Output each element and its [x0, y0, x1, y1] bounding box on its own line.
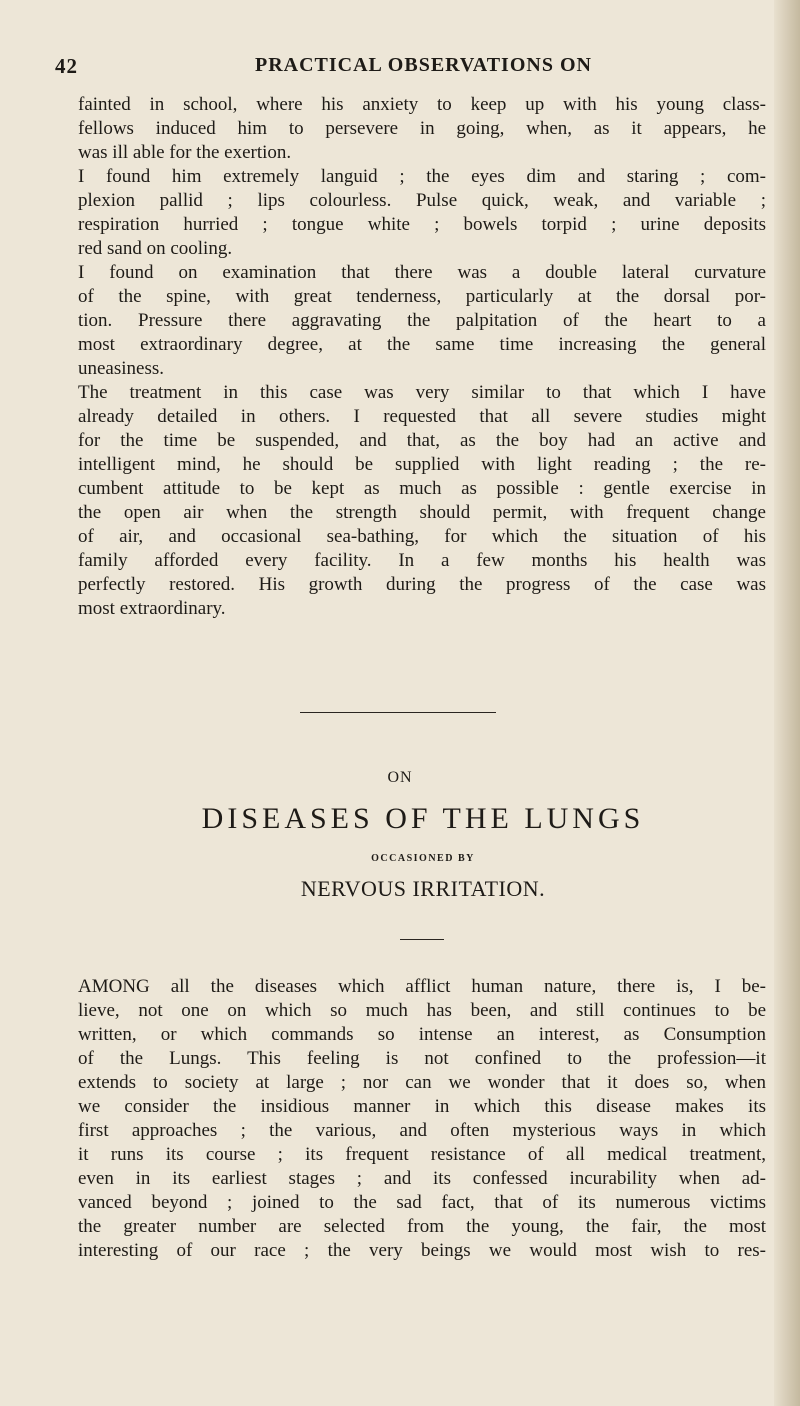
- text-line: family afforded every facility. In a few months his health was: [78, 550, 766, 571]
- text-line: intelligent mind, he should be supplied with light reading ; the re-: [78, 454, 766, 475]
- text-line: I found on examination that there was a double lateral curvature: [78, 262, 766, 283]
- text-line: The treatment in this case was very similar to that which I have: [78, 382, 766, 403]
- text-line: was ill able for the exertion.: [78, 142, 292, 163]
- text-line: we consider the insidious manner in which this disease makes its: [78, 1096, 766, 1117]
- text-line: plexion pallid ; lips colourless. Pulse quick, weak, and variable ;: [78, 190, 766, 211]
- text-line: the greater number are selected from the young, the fair, the most: [78, 1216, 766, 1237]
- text-line: extends to society at large ; nor can we wonder that it does so, when: [78, 1072, 766, 1093]
- body-text: [78, 93, 766, 621]
- page-header: [55, 54, 770, 84]
- text-line: even in its earliest stages ; and its confessed incurability when ad-: [78, 1168, 766, 1189]
- text-line: fellows induced him to persevere in going, when, as it appears, he: [78, 118, 766, 139]
- text-line: the open air when the strength should permit, with frequent change: [78, 502, 766, 523]
- text-line: for the time be suspended, and that, as the boy had an active and: [78, 430, 766, 451]
- text-line: of the Lungs. This feeling is not confined to the profession—it: [78, 1048, 766, 1069]
- section-text: [78, 975, 766, 1263]
- text-line: I found him extremely languid ; the eyes dim and staring ; com-: [78, 166, 766, 187]
- section-title: DISEASES OF THE LUNGS: [201, 802, 645, 835]
- text-line: cumbent attitude to be kept as much as possible : gentle exercise in: [78, 478, 766, 499]
- text-line: respiration hurried ; tongue white ; bowels torpid ; urine deposits: [78, 214, 766, 235]
- short-rule: [400, 939, 444, 940]
- text-line: of the spine, with great tenderness, particularly at the dorsal por-: [78, 286, 766, 307]
- section-occasioned-by: OCCASIONED BY: [371, 853, 475, 864]
- running-head: PRACTICAL OBSERVATIONS ON: [255, 54, 592, 76]
- text-line: vanced beyond ; joined to the sad fact, that of its numerous victims: [78, 1192, 766, 1213]
- text-line: uneasiness.: [78, 358, 165, 379]
- page-number: 42: [55, 54, 78, 78]
- text-line: tion. Pressure there aggravating the palpitation of the heart to a: [78, 310, 766, 331]
- section-divider: [300, 712, 496, 713]
- text-line: of air, and occasional sea-bathing, for which the situation of his: [78, 526, 766, 547]
- text-line: most extraordinary.: [78, 598, 226, 619]
- text-line: fainted in school, where his anxiety to keep up with his young class-: [78, 94, 766, 115]
- text-line: most extraordinary degree, at the same time increasing the general: [78, 334, 766, 355]
- text-line: already detailed in others. I requested that all severe studies might: [78, 406, 766, 427]
- text-line: interesting of our race ; the very beings we would most wish to res-: [78, 1240, 766, 1261]
- text-line: red sand on cooling.: [78, 238, 233, 259]
- text-line: it runs its course ; its frequent resistance of all medical treatment,: [78, 1144, 766, 1165]
- page-gutter: [774, 0, 800, 1406]
- text-line: first approaches ; the various, and often mysterious ways in which: [78, 1120, 766, 1141]
- section-subtitle: NERVOUS IRRITATION.: [300, 876, 546, 901]
- section-on: ON: [387, 769, 413, 786]
- text-line: lieve, not one on which so much has been, and still continues to be: [78, 1000, 766, 1021]
- text-line: AMONG all the diseases which afflict human nature, there is, I be-: [78, 976, 766, 997]
- text-line: written, or which commands so intense an interest, as Consumption: [78, 1024, 766, 1045]
- text-line: perfectly restored. His growth during the progress of the case was: [78, 574, 766, 595]
